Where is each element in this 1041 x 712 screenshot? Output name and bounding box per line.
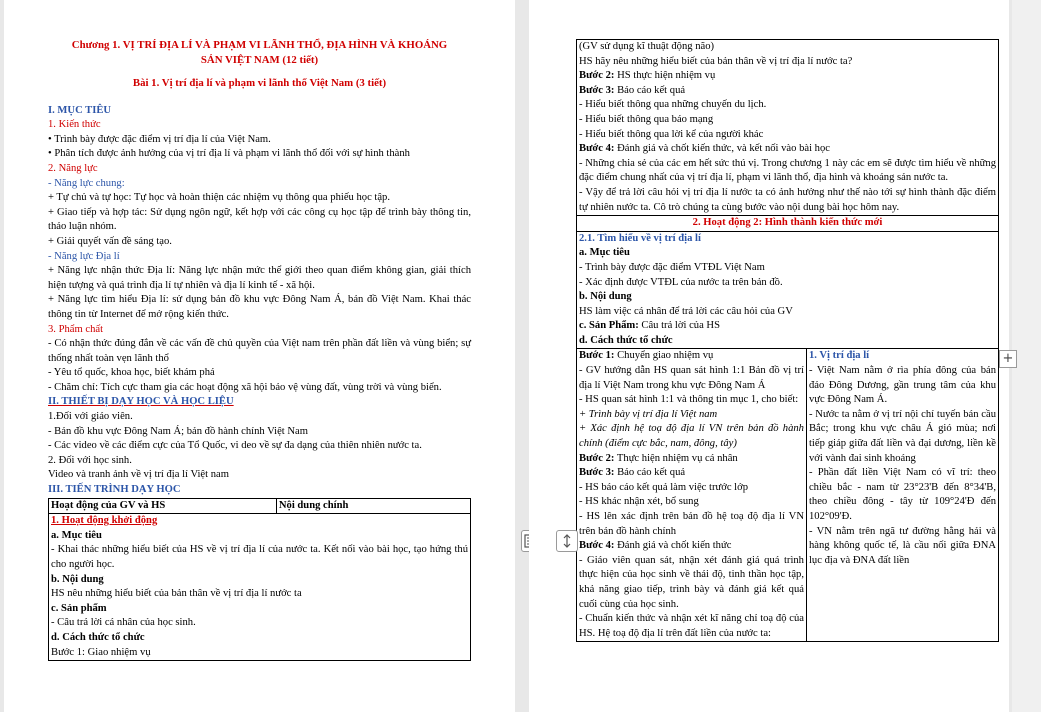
objective-text: - Trình bày được đặc điểm VTĐL Việt Nam xyxy=(579,261,765,273)
general-competency-item: + Giải quyết vấn đề sáng tạo. xyxy=(48,235,172,247)
content-heading: 1. Vị trí địa lí xyxy=(808,350,870,362)
method-heading: d. Cách thức tổ chức xyxy=(579,334,673,346)
table-text: - HS báo cáo kết quả làm việc trước lớp xyxy=(579,481,749,493)
lesson-table-right xyxy=(576,39,999,642)
content-heading: b. Nội dung xyxy=(579,291,632,303)
table-text: - Hiểu biết thông qua lời kể của người khác xyxy=(579,128,764,140)
table-header-cell: Nội dung chính xyxy=(276,498,470,514)
table-text: HS hãy nêu những hiểu biết của bản thân về vị trí địa lí nước ta? xyxy=(579,55,853,67)
knowledge-heading: 1. Kiến thức xyxy=(48,119,101,131)
table-move-handle-button[interactable] xyxy=(556,530,578,552)
activity-2-heading: 2. Hoạt động 2: Hình thành kiến thức mới xyxy=(577,216,999,232)
table-text: Bước 2: HS thực hiện nhiệm vụ xyxy=(579,70,716,82)
knowledge-item: • Phân tích được ảnh hưởng của vị trí địa lí và phạm vi lãnh thổ đối với sự hình thành xyxy=(48,148,410,160)
table-cell xyxy=(49,514,471,661)
table-text: - VN nằm trên ngã tư đường hằng hải và hàng không quốc tế, là cầu nối giữa ĐNA lục địa và ĐNA đất liền xyxy=(808,525,996,566)
table-row xyxy=(577,349,999,642)
table-row xyxy=(49,514,471,661)
chapter-title-line2: SẢN VIỆT NAM (12 tiết) xyxy=(200,54,319,66)
knowledge-item: • Trình bày được đặc điểm vị trí địa lí của Việt Nam. xyxy=(48,133,271,145)
table-row xyxy=(577,216,999,232)
objective-text: - Khai thác những hiểu biết của HS về vị trí địa lí của nước ta. Kết nối vào bài học, tạo hứng thú cho người học. xyxy=(51,544,468,570)
table-row xyxy=(577,40,999,216)
table-text: Bước 3: Báo cáo kết quả xyxy=(579,84,686,96)
document-page-left xyxy=(4,0,515,712)
method-text: Bước 1: Giao nhiệm vụ xyxy=(51,646,151,658)
table-text: (GV sử dụng kĩ thuật động não) xyxy=(579,41,715,52)
table-cell xyxy=(577,231,999,349)
geography-competency-item: + Năng lực nhận thức Địa lí: Năng lực nhận mức thể giới theo quan điểm không gian, giải thích hiện tượng và quá trình địa lí tự nhiên và địa lí kinh tế - xã hội. xyxy=(48,265,471,291)
move-handle-icon xyxy=(557,531,577,551)
table-text: + Xác định hệ toạ độ địa lí VN trên bản đồ hành chính (điểm cực bắc, nam, đông, tây) xyxy=(579,423,804,450)
qualities-item: - Chăm chỉ: Tích cực tham gia các hoạt động xã hội bảo vệ vùng đất, vùng trời và vùng biển. xyxy=(48,381,442,393)
table-cell xyxy=(577,40,999,216)
equipment-item: Video và tranh ảnh về vị trí địa lí Việt nam xyxy=(48,469,229,481)
table-text: - Hiểu biết thông qua những chuyến du lịch. xyxy=(579,99,767,111)
product-text: - Câu trả lời cá nhân của học sinh. xyxy=(51,617,196,629)
equipment-item: - Các video về các điểm cực của Tổ Quốc, vi deo về sự đa dạng của thiên nhiên nước ta. xyxy=(48,440,422,452)
table-text: - Việt Nam nằm ở rìa phía đông của bán đảo Đông Dương, gần trung tâm của khu vực Đông Nam Á. xyxy=(808,365,996,406)
product-heading: c. Sản phẩm xyxy=(51,602,107,614)
section-objectives: I. MỤC TIÊU xyxy=(48,104,112,116)
document-page-right xyxy=(529,0,1009,712)
general-competency-item: + Tự chủ và tự học: Tự học và hoàn thiện các nhiệm vụ thông qua phiếu học tập. xyxy=(48,192,391,204)
table-header-row xyxy=(49,498,471,514)
add-row-button[interactable]: + xyxy=(999,350,1017,368)
content-text: HS làm việc cá nhân để trả lời các câu hỏi của GV xyxy=(579,305,793,317)
lesson-title: Bài 1. Vị trí địa lí và phạm vi lãnh thổ Việt Nam (3 tiết) xyxy=(132,77,387,89)
equipment-item: 2. Đối với học sinh. xyxy=(48,454,132,466)
table-cell-content xyxy=(806,349,998,642)
equipment-item: 1.Đối với giáo viên. xyxy=(48,411,133,423)
table-text: - Chuẩn kiến thức và nhận xét kĩ năng chỉ toạ độ của HS. Hệ toạ độ địa lí trên đất liền của nước ta: xyxy=(579,613,804,639)
section-equipment: II. THIẾT BỊ DẠY HỌC VÀ HỌC LIỆU xyxy=(48,396,234,408)
table-cell-activities: Bước 1: Chuyển giao nhiệm vụ - GV hướng dẫn HS quan sát hình 1:1 Bản đồ vị trí địa lí Việt Nam trong khu vực Đông Nam Á - HS quan sát hình 1:1 và thông tin mục 1, cho biết: + Trình bày vị trí địa lí Việt nam + Xác định hệ toạ độ địa lí VN trên bản đồ hành chính (điểm cực bắc, nam, đông, tây) Bước 2: Thực hiện nhiệm vụ cá nhân Bước 3: Báo cáo kết quả - HS báo cáo kết quả làm việc trước lớp - HS khác nhận xét, bổ sung - HS lên xác định trên bản đồ hệ toạ độ địa lí VN trên bản đồ hành chính Bước 4: Đánh giá và chốt kiến thức - Giáo viên quan sát, nhận xét đánh giá quá trình thực hiện của học sinh về thái độ, tinh thần học tập, khả năng giao tiếp, trình bày và đánh giá kết quả cuối cùng của học sinh. - Chuẩn kiến thức và nhận xét kĩ năng chỉ toạ độ của HS. Hệ toạ độ địa lí trên đất liền của nước ta: xyxy=(577,349,807,642)
content-text: HS nêu những hiểu biết của bản thân về vị trí địa lí nước ta xyxy=(51,588,302,600)
table-row xyxy=(577,231,999,349)
method-heading: d. Cách thức tổ chức xyxy=(51,631,145,643)
page-left-content xyxy=(48,38,471,661)
general-competency-heading: - Năng lực chung: xyxy=(48,177,125,189)
objective-heading: a. Mục tiêu xyxy=(579,247,630,259)
table-text: + Trình bày vị trí địa lí Việt nam xyxy=(579,408,718,420)
general-competency-item: + Giao tiếp và hợp tác: Sử dụng ngôn ngữ, kết hợp với các công cụ học tập để trình bày thông tin, thảo luận nhóm. xyxy=(48,206,471,233)
table-text: - HS khác nhận xét, bổ sung xyxy=(579,496,699,508)
chapter-title-line1: Chương 1. VỊ TRÍ ĐỊA LÍ VÀ PHẠM VI LÃNH THỔ, ĐỊA HÌNH VÀ KHOÁNG xyxy=(71,39,448,51)
table-header-cell: Hoạt động của GV và HS xyxy=(49,498,277,514)
table-text: - Vậy để trả lời câu hỏi vị trí địa lí nước ta có ảnh hưởng như thế nào tới sự hình thành đặc điểm tự nhiên nước ta. Cô trò chúng ta cùng bước vào nội dung bài học hôm nay. xyxy=(579,186,996,213)
objective-heading: a. Mục tiêu xyxy=(51,529,102,541)
section-process: III. TIẾN TRÌNH DẠY HỌC xyxy=(48,484,181,496)
lesson-table-left xyxy=(48,498,471,662)
geography-competency-item: + Năng lực tìm hiểu Địa lí: sử dụng bản đồ khu vực Đông Nam Á, bản đồ Việt Nam. Khai thác thông tin từ Internet để mở rộng kiến thức. xyxy=(48,294,471,320)
table-text: - Những chia sẻ của các em hết sức thú vị. Trong chương 1 này các em sẽ được tìm hiểu về những đặc điểm chung nhất của vị trí địa lí, phạm vi lãnh thổ, địa hình và khoáng sản nước ta. xyxy=(579,157,996,184)
equipment-item: - Bản đồ khu vực Đông Nam Á; bản đồ hành chính Việt Nam xyxy=(48,425,308,437)
table-text: - Giáo viên quan sát, nhận xét đánh giá quá trình thực hiện của học sinh về thái độ, tinh thần học tập, khả năng giao tiếp, trình bày và đánh giá kết quả cuối cùng của học sinh. xyxy=(579,554,804,610)
geography-competency-heading: - Năng lực Địa lí xyxy=(48,250,120,262)
table-text: - HS lên xác định trên bản đồ hệ toạ độ địa lí VN trên bản đồ hành chính xyxy=(579,511,804,537)
table-text: - Hiểu biết thông qua báo mạng xyxy=(579,113,714,125)
product-text: c. Sản Phẩm: Câu trả lời của HS xyxy=(579,320,720,332)
page-right-content xyxy=(576,39,999,642)
qualities-item: - Có nhận thức đúng đắn về các vấn đề chủ quyền của Việt nam trên phần đất liền và vùng biển; sự thống nhất toàn vẹn lãnh thổ xyxy=(48,338,471,364)
table-text: - HS quan sát hình 1:1 và thông tin mục 1, cho biết: xyxy=(579,394,799,406)
table-text: - Nước ta nằm ở vị trí nội chí tuyến bán cầu Bắc; trong khu vực châu Á gió mùa; nơi tiếp giáp giữa đất liền và đại dương, liền kề với vành đai sinh khoáng xyxy=(808,408,996,464)
table-text: Bước 4: Đánh giá và chốt kiến thức, và kết nối vào bài học xyxy=(579,143,830,155)
qualities-heading: 3. Phẩm chất xyxy=(48,323,104,335)
table-text: - Phần đất liền Việt Nam có vĩ trí: theo chiều bắc - nam từ 23°23'B đến 8°34'B, theo chiều đông - tây từ 109°24'Đ đến 102°09'Đ. xyxy=(808,467,996,522)
activity-1-heading: 1. Hoạt động khởi động xyxy=(51,515,158,527)
objective-text: - Xác định được VTĐL của nước ta trên bản đồ. xyxy=(579,276,783,288)
content-heading: b. Nội dung xyxy=(51,573,104,585)
qualities-item: - Yêu tổ quốc, khoa học, biết khám phá xyxy=(48,367,215,379)
competency-heading: 2. Năng lực xyxy=(48,162,98,174)
subsection-heading: 2.1. Tìm hiểu về vị trí địa lí xyxy=(579,232,701,244)
table-text: - GV hướng dẫn HS quan sát hình 1:1 Bản đồ vị trí địa lí Việt Nam trong khu vực Đông Nam Á xyxy=(579,365,804,391)
